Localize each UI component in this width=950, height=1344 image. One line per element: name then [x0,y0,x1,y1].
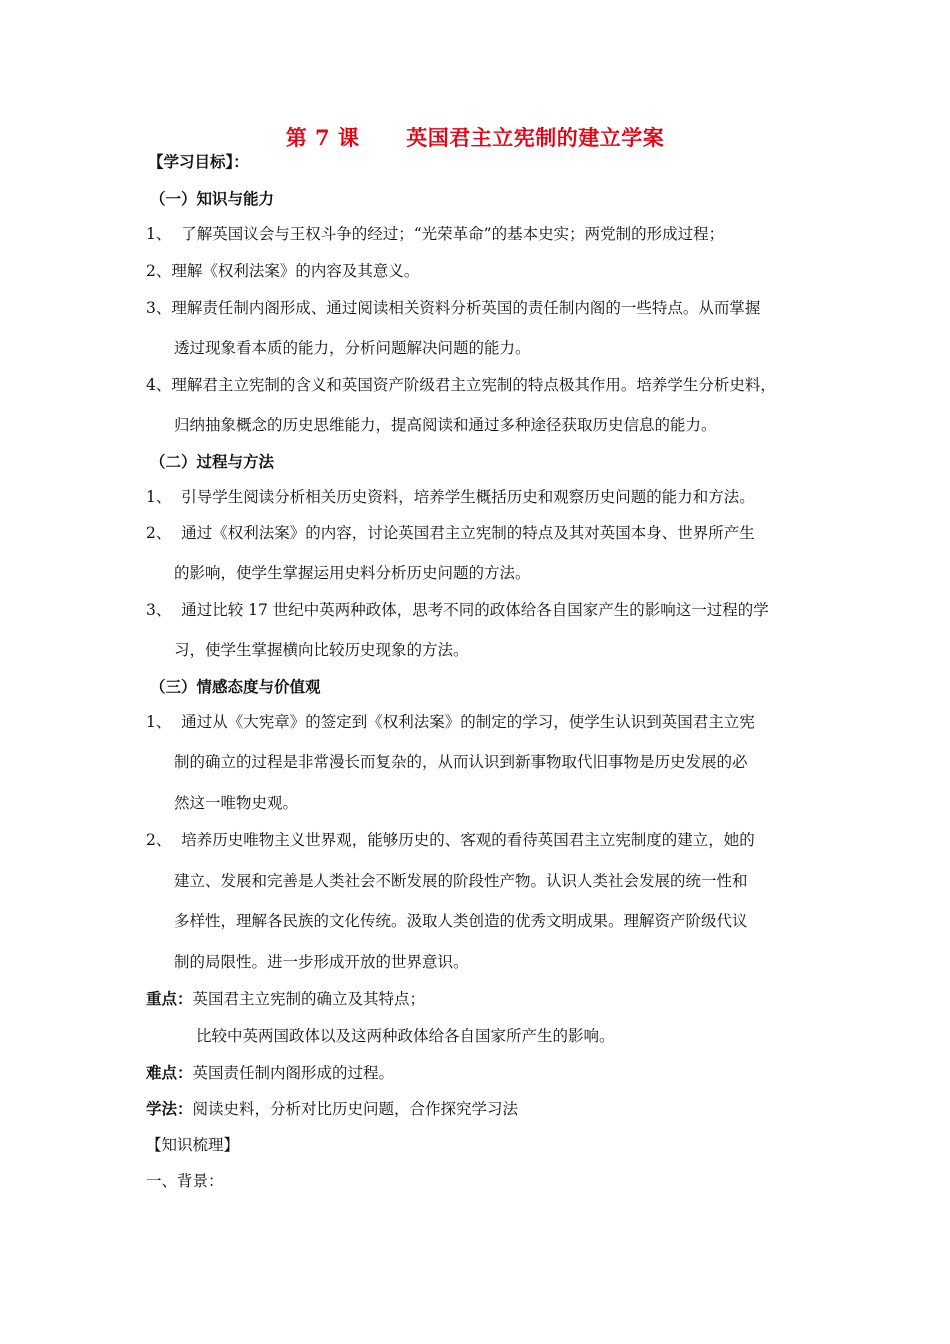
key-points-label: 重点： [146,989,193,1008]
item-continuation: 习，使学生掌握横向比较历史现象的方法。 [174,641,469,659]
item-continuation: 的影响，使学生掌握运用史料分析历史问题的方法。 [174,564,531,582]
list-item [146,829,755,851]
list-item [146,260,419,282]
list-item [146,297,760,319]
section-heading-process: （二）过程与方法 [150,452,275,471]
objectives-heading: 【学习目标】： [148,152,249,171]
item-text: 通过《权利法案》的内容，讨论英国君主立宪制的特点及其对英国本身、世界所产生 [171,524,755,542]
item-text: 培养历史唯物主义世界观，能够历史的、客观的看待英国君主立宪制度的建立，她的 [171,831,755,849]
item-number: 2、 [146,524,172,542]
difficulty-label: 难点： [146,1063,193,1082]
list-item [146,522,755,544]
difficulty [146,1062,394,1084]
item-number: 4、 [146,376,172,394]
item-text: 理解《权利法案》的内容及其意义。 [171,262,420,280]
key-points-continuation: 比较中英两国政体以及这两种政体给各自国家所产生的影响。 [196,1027,615,1045]
item-text: 理解责任制内阁形成、通过阅读相关资料分析英国的责任制内阁的一些特点。从而掌握 [171,299,761,317]
difficulty-text: 英国责任制内阁形成的过程。 [192,1064,395,1082]
list-item [146,223,724,245]
section-heading-values: （三）情感态度与价值观 [150,677,321,696]
study-method-label: 学法： [146,1099,193,1118]
item-number: 2、 [146,831,172,849]
item-continuation: 透过现象看本质的能力，分析问题解决问题的能力。 [174,339,531,357]
item-text: 通过比较 17 世纪中英两种政体，思考不同的政体给各自国家产生的影响这一过程的学 [171,601,769,619]
item-number: 1、 [146,713,172,731]
item-number: 3、 [146,601,172,619]
key-points [146,988,425,1010]
item-continuation: 然这一唯物史观。 [174,794,299,812]
item-continuation: 建立、发展和完善是人类社会不断发展的阶段性产物。认识人类社会发展的统一性和 [174,872,748,890]
item-number: 2、 [146,262,172,280]
item-text: 引导学生阅读分析相关历史资料，培养学生概括历史和观察历史问题的能力和方法。 [171,488,755,506]
list-item [146,711,755,733]
section-heading-knowledge: （一）知识与能力 [150,189,275,208]
lesson-title: 第 7 课 英国君主立宪制的建立学案 [285,125,665,150]
knowledge-heading: 【知识梳理】 [146,1136,240,1154]
list-item [146,486,755,508]
item-number: 3、 [146,299,172,317]
item-text: 理解君主立宪制的含义和英国资产阶级君主立宪制的特点极其作用。培养学生分析史料， [171,376,776,394]
list-item [146,374,776,396]
key-points-text: 英国君主立宪制的确立及其特点； [192,990,426,1008]
item-number: 1、 [146,225,172,243]
item-continuation: 多样性，理解各民族的文化传统。汲取人类创造的优秀文明成果。理解资产阶级代议 [174,912,748,930]
item-continuation: 制的确立的过程是非常漫长而复杂的，从而认识到新事物取代旧事物是历史发展的必 [174,753,748,771]
item-text: 了解英国议会与王权斗争的经过；“光荣革命”的基本史实；两党制的形成过程； [171,225,725,243]
item-number: 1、 [146,488,172,506]
item-continuation: 制的局限性。进一步形成开放的世界意识。 [174,953,469,971]
item-continuation: 归纳抽象概念的历史思维能力，提高阅读和通过多种途径获取历史信息的能力。 [174,416,717,434]
study-method-text: 阅读史料，分析对比历史问题，合作探究学习法 [192,1100,519,1118]
background-heading: 一、背景： [146,1172,224,1190]
item-text: 通过从《大宪章》的签定到《权利法案》的制定的学习，使学生认识到英国君主立宪 [171,713,755,731]
list-item [146,599,769,621]
study-method [146,1098,518,1120]
